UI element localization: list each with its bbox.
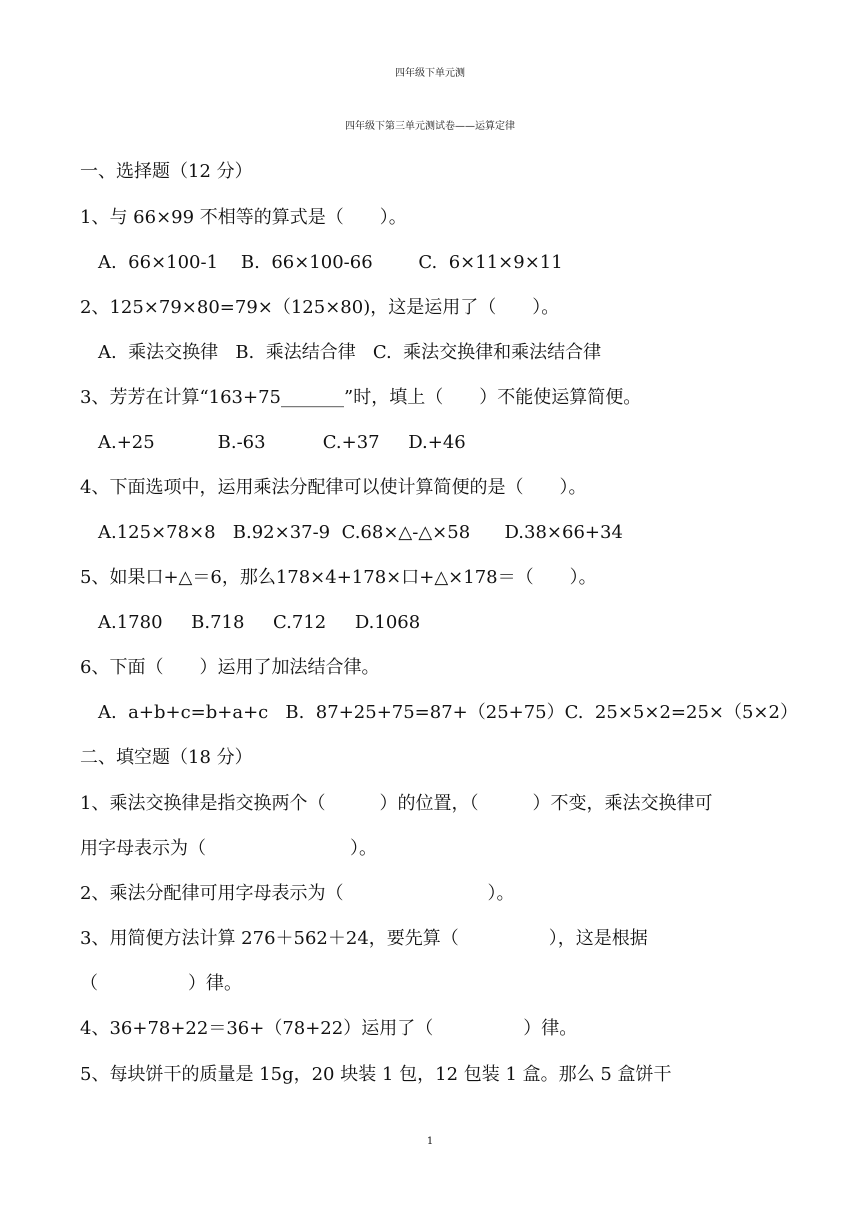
question-2-options: A. 乘法交换律 B. 乘法结合律 C. 乘法交换律和乘法结合律 <box>98 342 602 363</box>
question-3: 3、芳芳在计算“163+75_______”时，填上（ ）不能使运算简便。 <box>80 387 642 408</box>
section-heading: 二、填空题（18 分） <box>80 747 253 768</box>
question-6: 6、下面（ ）运用了加法结合律。 <box>80 657 380 678</box>
section-heading: 一、选择题（12 分） <box>80 161 253 182</box>
question-1-options: A. 66×100-1 B. 66×100-66 C. 6×11×9×11 <box>98 252 563 273</box>
page-title: 四年级下第三单元测试卷——运算定律 <box>345 121 515 132</box>
question-6-options: A. a+b+c=b+a+c B. 87+25+75=87+（25+75）C. 25×5×2=25×（5×2） <box>98 702 798 723</box>
question-4: 4、下面选项中，运用乘法分配律可以使计算简便的是（ ）。 <box>80 477 587 498</box>
question-3-options: A.+25 B.-63 C.+37 D.+46 <box>98 432 466 453</box>
fill-question-1-line2: 用字母表示为（ ）。 <box>80 838 377 859</box>
question-1: 1、与 66×99 不相等的算式是（ ）。 <box>80 207 407 228</box>
fill-question-2: 2、乘法分配律可用字母表示为（ ）。 <box>80 883 515 904</box>
question-5-options: A.1780 B.718 C.712 D.1068 <box>98 612 421 633</box>
page-number: 1 <box>426 1136 434 1147</box>
page-header: 四年级下单元测 <box>395 68 465 79</box>
fill-question-3-line1: 3、用简便方法计算 276＋562＋24，要先算（ ），这是根据 <box>80 928 648 949</box>
fill-question-1-line1: 1、乘法交换律是指交换两个（ ）的位置，（ ）不变，乘法交换律可 <box>80 793 713 814</box>
question-5: 5、如果口+△＝6，那么178×4+178×口+△×178＝（ ）。 <box>80 567 597 588</box>
question-4-options: A.125×78×8 B.92×37-9 C.68×△-△×58 D.38×66+34 <box>98 522 623 543</box>
fill-question-3-line2: （ ）律。 <box>80 973 242 994</box>
fill-question-4: 4、36+78+22＝36+（78+22）运用了（ ）律。 <box>80 1018 578 1039</box>
fill-question-5-line1: 5、每块饼干的质量是 15g，20 块装 1 包，12 包装 1 盒。那么 5 盒饼干 <box>80 1064 672 1085</box>
question-2: 2、125×79×80=79×（125×80)，这是运用了（ ）。 <box>80 297 560 318</box>
